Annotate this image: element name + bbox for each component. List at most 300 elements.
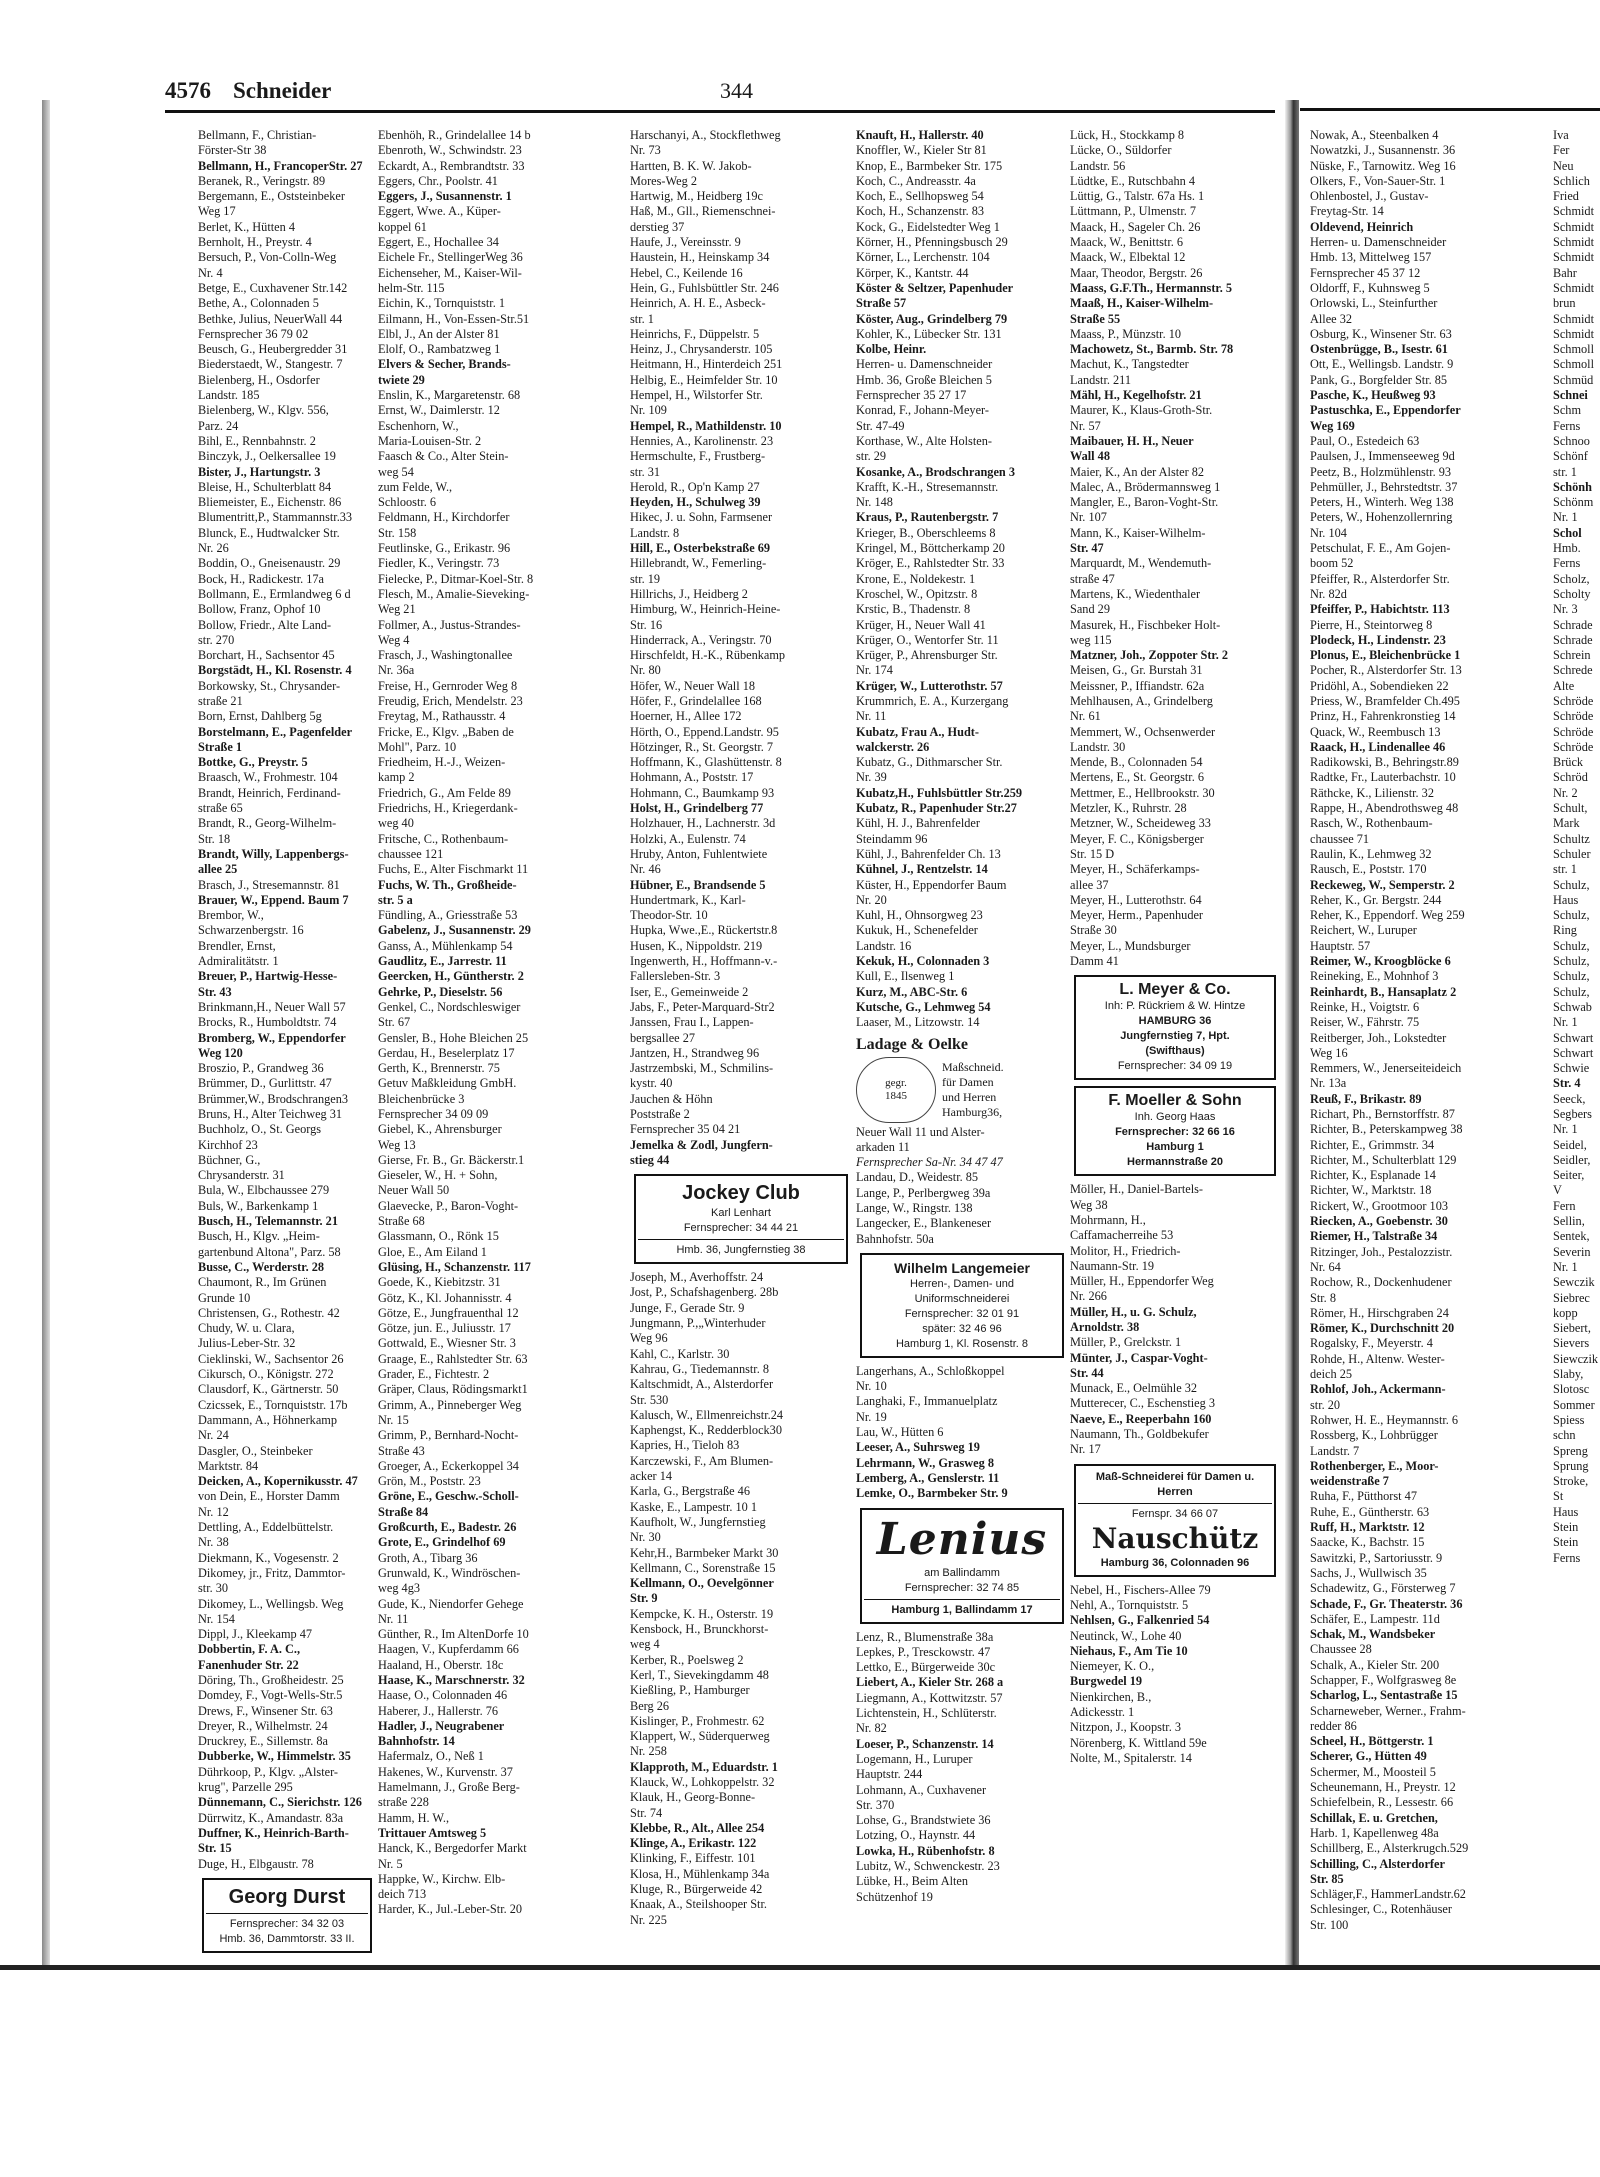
- directory-entry: Str. 15: [198, 1841, 232, 1856]
- lenius-logo: Lenius: [876, 1513, 1048, 1565]
- directory-entry: Landau, D., Weidestr. 85: [856, 1170, 979, 1185]
- directory-entry: Nr. 266: [1070, 1289, 1107, 1304]
- directory-entry: Hmb.: [1553, 541, 1581, 556]
- directory-entry: Rohlof, Joh., Ackermann-: [1310, 1382, 1446, 1397]
- directory-entry: Neu: [1553, 158, 1574, 173]
- directory-entry: Memmert, W., Ochsenwerder: [1070, 724, 1216, 739]
- directory-entry: Eckardt, A., Rembrandtstr. 33: [378, 158, 525, 173]
- directory-entry: Gierse, Fr. B., Gr. Bäckerstr.1: [378, 1152, 525, 1167]
- directory-entry: Schak, M., Wandsbeker: [1310, 1627, 1436, 1642]
- directory-entry: Lehrmann, W., Grasweg 8: [856, 1455, 995, 1470]
- directory-entry: Freudig, Erich, Mendelstr. 23: [378, 693, 523, 708]
- directory-entry: Munack, E., Oelmühle 32: [1070, 1381, 1198, 1396]
- directory-entry: Schulz,: [1553, 877, 1590, 892]
- directory-entry: Gloe, E., Am Eiland 1: [378, 1244, 487, 1259]
- ad-address: Jungfernstieg 7, Hpt.: [1120, 1030, 1230, 1043]
- directory-entry: Jemelka & Zodl, Jungfern-: [630, 1137, 773, 1152]
- directory-entry: Remmers, W., Jenerseiteideich: [1310, 1061, 1462, 1076]
- directory-entry: Körner, L., Lerchenstr. 104: [856, 250, 990, 265]
- directory-entry: Happke, W., Kirchw. Elb-: [378, 1871, 506, 1886]
- directory-entry: Hadler, J., Neugrabener: [378, 1718, 505, 1733]
- directory-entry: Köster & Seltzer, Papenhuder: [856, 280, 1014, 295]
- directory-entry: Krüger, H., Neuer Wall 41: [856, 617, 986, 632]
- ad-city: Hamburg 1: [1146, 1141, 1204, 1154]
- directory-entry: Kensbock, H., Brunckhorst-: [630, 1622, 769, 1637]
- directory-entry: Maria-Louisen-Str. 2: [378, 433, 482, 448]
- directory-entry: Damm 41: [1070, 954, 1119, 969]
- directory-entry: Ebenhöh, R., Grindelallee 14 b: [378, 128, 531, 142]
- directory-entry: Malec, A., Brödermannsweg 1: [1070, 479, 1221, 494]
- directory-entry: Seiter,: [1553, 1168, 1585, 1183]
- directory-entry: Brümmer,W., Brodschrangen3: [198, 1091, 348, 1106]
- directory-entry: Scholty: [1553, 586, 1591, 601]
- directory-entry: Schönf: [1553, 449, 1588, 464]
- directory-entry: Diekmann, K., Vogesenstr. 2: [198, 1550, 339, 1565]
- directory-entry: Dünnemann, C., Sierichstr. 126: [198, 1795, 362, 1810]
- directory-entry: Straße 1: [198, 739, 243, 754]
- directory-entry: Martens, K., Wiedenthaler: [1070, 586, 1201, 601]
- directory-entry: Logemann, H., Luruper: [856, 1751, 973, 1766]
- directory-entry: Brümmer, D., Gurlittstr. 47: [198, 1076, 332, 1091]
- directory-entry: Kaltschmidt, A., Alsterdorfer: [630, 1377, 774, 1392]
- directory-entry: Nr. 1: [1553, 510, 1578, 525]
- directory-entry: Hübner, E., Brandsende 5: [630, 877, 766, 892]
- directory-entry: Hinderrack, A., Veringstr. 70: [630, 632, 772, 647]
- directory-entry: Nr. 1: [1553, 1259, 1578, 1274]
- directory-entry: Friedrich, G., Am Felde 89: [378, 785, 511, 800]
- directory-entry: Schulz,: [1553, 954, 1590, 969]
- directory-entry: Pridöhl, A., Sobendieken 22: [1310, 678, 1449, 693]
- ad-name: L. Meyer & Co.: [1119, 981, 1231, 999]
- directory-entry: Brauer, W., Eppend. Baum 7: [198, 892, 349, 907]
- directory-entry: Knaak, A., Steilshooper Str.: [630, 1897, 767, 1912]
- directory-entry: Koch, H., Schanzenstr. 83: [856, 204, 985, 219]
- directory-entry: Lemberg, A., Genslerstr. 11: [856, 1470, 1000, 1485]
- directory-entry: Saacke, K., Bachstr. 15: [1310, 1535, 1425, 1550]
- directory-entry: Klinge, A., Erikastr. 122: [630, 1836, 757, 1851]
- directory-entry: Faasch & Co., Alter Stein-: [378, 449, 509, 464]
- directory-entry: Fricke, E., Klgv. „Baben de: [378, 724, 514, 739]
- directory-entry: Lübke, H., Beim Alten: [856, 1874, 969, 1889]
- directory-entry: Hermschulte, F., Frustberg-: [630, 449, 766, 464]
- ad-phone: Fernsprecher: 34 44 21: [683, 1222, 799, 1235]
- directory-entry: Rohde, H., Altenw. Wester-: [1310, 1351, 1445, 1366]
- directory-entry: chaussee 71: [1310, 831, 1370, 846]
- directory-entry: Richter, M., Schulterblatt 129: [1310, 1152, 1457, 1167]
- directory-entry: Straße 68: [378, 1214, 425, 1229]
- directory-entry: Hafermalz, O., Neß 1: [378, 1749, 484, 1764]
- directory-entry: Radtke, Fr., Lauterbachstr. 10: [1310, 770, 1456, 785]
- directory-entry: Iva: [1553, 128, 1569, 142]
- directory-entry: Götz, K., Kl. Johannisstr. 4: [378, 1290, 512, 1305]
- directory-entry: Steindamm 96: [856, 831, 928, 846]
- directory-entry: Hmb. 36, Große Bleichen 5: [856, 372, 992, 387]
- directory-entry: Wall 48: [1070, 449, 1110, 464]
- directory-entry: Hennies, A., Karolinenstr. 23: [630, 433, 774, 448]
- directory-entry: Döring, Th., Großheidestr. 25: [198, 1672, 344, 1687]
- directory-entry: Kosanke, A., Brodschrangen 3: [856, 464, 1015, 479]
- directory-entry: Hein, G., Fuhlsbüttler Str. 246: [630, 280, 779, 295]
- directory-entry: Lotzing, O., Haynstr. 44: [856, 1828, 976, 1843]
- directory-entry: Dammann, A., Höhnerkamp: [198, 1412, 337, 1427]
- directory-entry: Str. 74: [630, 1805, 663, 1820]
- directory-entry: Domdey, F., Vogt-Wells-Str.5: [198, 1688, 343, 1703]
- directory-entry: Lettko, E., Bürgerweide 30c: [856, 1660, 996, 1675]
- directory-entry: Orlowski, L., Steinfurther: [1310, 296, 1438, 311]
- directory-entry: Beranek, R., Veringstr. 89: [198, 173, 326, 188]
- ad-line: Neuer Wall 11 und Alster-: [856, 1124, 985, 1139]
- directory-entry: Drews, F., Winsener Str. 63: [198, 1703, 333, 1718]
- directory-entry: Hempel, R., Mathildenstr. 10: [630, 418, 782, 433]
- seal-year: 1845: [885, 1089, 907, 1102]
- directory-entry: Rasch, W., Rothenbaum-: [1310, 816, 1433, 831]
- directory-entry: Maass, P., Münzstr. 10: [1070, 326, 1182, 341]
- directory-entry: Langerhans, A., Schloßkoppel: [856, 1363, 1005, 1378]
- directory-entry: Ferns: [1553, 556, 1581, 571]
- directory-entry: Lepkes, P., Tresckowstr. 47: [856, 1644, 991, 1659]
- directory-entry: Glassmann, O., Rönk 15: [378, 1229, 499, 1244]
- directory-entry: Maier, K., An der Alster 82: [1070, 464, 1205, 479]
- directory-entry: Karczewski, F., Am Blumen-: [630, 1453, 774, 1468]
- directory-entry: Weg 16: [1310, 1045, 1348, 1060]
- directory-entry: Plonus, E., Bleichenbrücke 1: [1310, 648, 1461, 663]
- directory-entry: Weg 21: [378, 602, 416, 617]
- directory-entry: kamp 2: [378, 770, 415, 785]
- directory-entry: straße 228: [378, 1795, 429, 1810]
- directory-entry: Fuchs, W. Th., Großheide-: [378, 877, 517, 892]
- directory-entry: Burgwedel 19: [1070, 1674, 1143, 1689]
- directory-entry: Ruff, H., Marktstr. 12: [1310, 1520, 1425, 1535]
- directory-entry: chaussee 121: [378, 846, 444, 861]
- directory-entry: Nr. 104: [1310, 525, 1347, 540]
- directory-entry: Kolbe, Heinr.: [856, 342, 927, 357]
- directory-entry: Slotosc: [1553, 1382, 1590, 1397]
- directory-entry: Gerdau, H., Beselerplatz 17: [378, 1045, 515, 1060]
- directory-entry: Peters, H., Winterh. Weg 138: [1310, 495, 1454, 510]
- directory-entry: Mettmer, E., Hellbrookstr. 30: [1070, 785, 1215, 800]
- directory-entry: Eichin, K., Tornquiststr. 1: [378, 296, 506, 311]
- directory-entry: Borkowsky, St., Chrysander-: [198, 678, 341, 693]
- directory-entry: Str. 47: [1070, 541, 1104, 556]
- directory-entry: Schröd: [1553, 770, 1588, 785]
- directory-entry: Biederstaedt, W., Stangestr. 7: [198, 357, 343, 372]
- directory-entry: Landstr. 211: [1070, 372, 1132, 387]
- directory-entry: Parz. 24: [198, 418, 239, 433]
- directory-entry: Schwab: [1553, 999, 1592, 1014]
- directory-entry: Kellmann, C., Sorenstraße 15: [630, 1560, 776, 1575]
- directory-entry: Nr. 38: [198, 1535, 229, 1550]
- directory-entry: Reineking, E., Mohnhof 3: [1310, 969, 1439, 984]
- directory-entry: Haustein, H., Heinskamp 34: [630, 250, 770, 265]
- directory-entry: Kießling, P., Hamburger: [630, 1683, 750, 1698]
- directory-entry: schn: [1553, 1428, 1576, 1443]
- directory-entry: Grunwald, K., Windröschen-: [378, 1565, 521, 1580]
- directory-entry: Hötzinger, R., St. Georgstr. 7: [630, 739, 774, 754]
- directory-entry: Scheunemann, H., Preystr. 12: [1310, 1780, 1456, 1795]
- directory-entry: Grimm, P., Bernhard-Nocht-: [378, 1428, 519, 1443]
- directory-entry: Str. 85: [1310, 1871, 1344, 1886]
- directory-entry: Nehl, A., Tornquiststr. 5: [1070, 1597, 1189, 1612]
- directory-entry: Nr. 73: [630, 143, 661, 158]
- directory-entry: Reichert, W., Luruper: [1310, 923, 1417, 938]
- directory-entry: weg 4g3: [378, 1581, 421, 1596]
- page-header: [165, 78, 1285, 108]
- directory-entry: Schmüd: [1553, 372, 1594, 387]
- ad-divider: [1078, 1503, 1272, 1504]
- directory-entry: Janssen, Frau I., Lappen-: [630, 1015, 754, 1030]
- directory-entry: walckerstr. 26: [856, 739, 930, 754]
- directory-entry: Nr. 30: [630, 1530, 661, 1545]
- directory-entry: str. 19: [630, 571, 661, 586]
- directory-entry: Slaby,: [1553, 1367, 1584, 1382]
- directory-entry: Buchholz, O., St. Georgs: [198, 1122, 322, 1137]
- directory-entry: boom 52: [1310, 556, 1354, 571]
- directory-entry: Krstic, B., Thadenstr. 8: [856, 602, 971, 617]
- directory-entry: Jantzen, H., Strandweg 96: [630, 1045, 760, 1060]
- directory-entry: Theodor-Str. 10: [630, 908, 708, 923]
- directory-entry: Scharneweber, Werner., Frahm-: [1310, 1703, 1466, 1718]
- directory-entry: Schützenhof 19: [856, 1889, 933, 1904]
- directory-entry: Hmb. 13, Mittelweg 157: [1310, 250, 1432, 265]
- directory-entry: Kröger, E., Rahlstedter Str. 33: [856, 556, 1005, 571]
- directory-entry: Mohrmann, H.,: [1070, 1212, 1146, 1227]
- directory-entry: Ruha, F., Pütthorst 47: [1310, 1489, 1417, 1504]
- directory-entry: str. 29: [856, 449, 887, 464]
- directory-entry: Riemer, H., Talstraße 34: [1310, 1229, 1438, 1244]
- page-edge-left: [42, 100, 50, 1968]
- directory-entry: Born, Ernst, Dahlberg 5g: [198, 709, 322, 724]
- directory-entry: bergsallee 27: [630, 1030, 695, 1045]
- directory-entry: Knop, E., Barmbeker Str. 175: [856, 158, 1003, 173]
- directory-entry: Liegmann, A., Kottwitzstr. 57: [856, 1690, 1003, 1705]
- directory-entry: Harder, K., Jul.-Leber-Str. 20: [378, 1902, 523, 1917]
- directory-entry: Str. 8: [1310, 1290, 1336, 1305]
- directory-entry: Schönh: [1553, 479, 1592, 494]
- directory-entry: Naumann-Str. 19: [1070, 1258, 1155, 1273]
- directory-entry: Weg 120: [198, 1045, 243, 1060]
- directory-entry: Nr. 258: [630, 1744, 667, 1759]
- directory-entry: Bollmann, E., Ermlandweg 6 d: [198, 586, 351, 601]
- directory-entry: Gräper, Claus, Rödingsmarkt1: [378, 1382, 528, 1397]
- directory-entry: Kukuk, H., Schenefelder: [856, 923, 978, 938]
- directory-entry: Busch, H., Klgv. „Heim-: [198, 1229, 320, 1244]
- directory-entry: Geercken, H., Güntherstr. 2: [378, 969, 524, 984]
- directory-entry: Arnoldstr. 38: [1070, 1320, 1140, 1334]
- directory-entry: Fried: [1553, 189, 1579, 204]
- directory-entry: Gehrke, P., Dieselstr. 56: [378, 984, 503, 999]
- directory-entry: Straße 30: [1070, 923, 1117, 938]
- directory-entry: Krone, E., Noldekestr. 1: [856, 571, 976, 586]
- directory-entry: Beusch, G., Heubergredder 31: [198, 342, 348, 357]
- directory-entry: Eggert, E., Hochallee 34: [378, 235, 499, 250]
- directory-entry: Dippl, J., Kleekamp 47: [198, 1627, 313, 1642]
- directory-entry: Scholz,: [1553, 571, 1590, 586]
- directory-entry: Lenz, R., Blumenstraße 38a: [856, 1629, 994, 1644]
- directory-entry: Eggers, Chr., Poolstr. 41: [378, 173, 498, 188]
- directory-entry: Str. 67: [378, 1015, 411, 1030]
- directory-entry: Spreng: [1553, 1443, 1588, 1458]
- directory-entry: Heyden, H., Schulweg 39: [630, 495, 761, 510]
- directory-entry: Kühnel, J., Rentzelstr. 14: [856, 862, 988, 877]
- ad-name: Wilhelm Langemeier: [893, 1259, 1031, 1276]
- directory-entry: Oldorff, F., Kuhnsweg 5: [1310, 280, 1430, 295]
- directory-entry: Kempcke, K. H., Osterstr. 19: [630, 1606, 774, 1621]
- directory-entry: Bliemeister, E., Eichenstr. 86: [198, 495, 342, 510]
- directory-entry: Schadewitz, G., Försterweg 7: [1310, 1581, 1456, 1596]
- directory-entry: Str. 9: [630, 1591, 658, 1606]
- directory-entry: Gabelenz, J., Susannenstr. 29: [378, 923, 531, 938]
- directory-entry: Kühl, J., Bahrenfelder Ch. 13: [856, 846, 1001, 861]
- directory-entry: twiete 29: [378, 372, 425, 387]
- directory-entry: Müller, H., Eppendorfer Weg: [1070, 1274, 1214, 1289]
- directory-entry: Sievers: [1553, 1336, 1590, 1351]
- directory-entry: Nr. 12: [198, 1504, 229, 1519]
- directory-entry: Klapproth, M., Eduardstr. 1: [630, 1759, 778, 1774]
- directory-entry: Weg 13: [378, 1137, 416, 1152]
- directory-entry: Landstr. 8: [630, 525, 680, 540]
- directory-entry: Mutterecer, C., Eschenstieg 3: [1070, 1396, 1215, 1411]
- ad-phone: Fernsprecher: 34 32 03: [229, 1917, 345, 1930]
- directory-entry: Gieseler, W., H. + Sohn,: [378, 1168, 498, 1183]
- directory-entry: Kohler, K., Lübecker Str. 131: [856, 326, 1002, 341]
- directory-entry: Adickesstr. 1: [1070, 1705, 1135, 1720]
- directory-entry: Follmer, A., Justus-Strandes-: [378, 617, 521, 632]
- directory-entry: Lück, H., Stockkamp 8: [1070, 128, 1185, 142]
- directory-entry: Reher, K., Eppendorf. Weg 259: [1310, 908, 1465, 923]
- directory-entry: Bersuch, P., Von-Colln-Weg: [198, 250, 337, 265]
- directory-entry: Olkers, F., Von-Sauer-Str. 1: [1310, 173, 1446, 188]
- directory-entry: Harschanyi, A., Stockflethweg: [630, 128, 781, 142]
- directory-entry: Braasch, W., Frohmestr. 104: [198, 770, 338, 785]
- directory-entry: Fernsprecher 34 09 09: [378, 1107, 489, 1121]
- directory-entry: Richter, B., Peterskampweg 38: [1310, 1122, 1463, 1137]
- directory-entry: Meyer, L., Mundsburger: [1070, 938, 1191, 953]
- directory-entry: Buls, W., Barkenkamp 1: [198, 1198, 319, 1213]
- directory-entry: Fuchs, E., Alter Fischmarkt 11: [378, 862, 529, 877]
- ad-line: und Herren: [942, 1089, 997, 1104]
- directory-entry: Schwie: [1553, 1061, 1590, 1076]
- directory-entry: Kock, G., Eidelstedter Weg 1: [856, 219, 1000, 234]
- directory-entry: Nr. 46: [630, 862, 661, 877]
- directory-entry: Bahr: [1553, 265, 1577, 280]
- directory-entry: Schröde: [1553, 709, 1594, 724]
- directory-entry: Schönm: [1553, 495, 1594, 510]
- directory-entry: Pehmüller, J., Behrstedtstr. 37: [1310, 479, 1458, 494]
- directory-entry: Lohmann, A., Cuxhavener: [856, 1782, 987, 1797]
- directory-entry: Sand 29: [1070, 602, 1110, 617]
- directory-entry: Glaevecke, P., Baron-Voght-: [378, 1198, 519, 1213]
- directory-entry: Str. 370: [856, 1797, 895, 1812]
- directory-entry: Paul, O., Estedeich 63: [1310, 433, 1420, 448]
- directory-entry: str. 270: [198, 632, 235, 647]
- directory-entry: Grote, E., Grindelhof 69: [378, 1535, 506, 1550]
- directory-entry: Jastrzembski, M., Schmilins-: [630, 1061, 774, 1076]
- directory-entry: Meissner, P., Iffiandstr. 62a: [1070, 678, 1205, 693]
- directory-entry: Hupka, Wwe.,E., Rückertstr.8: [630, 923, 778, 938]
- directory-entry: Duffner, K., Heinrich-Barth-: [198, 1825, 349, 1840]
- column-7-cut-off: [1553, 128, 1600, 1566]
- directory-entry: Schröde: [1553, 693, 1594, 708]
- directory-entry: Hamelmann, J., Große Berg-: [378, 1780, 520, 1795]
- directory-entry: Hoffmann, K., Glashüttenstr. 8: [630, 755, 782, 770]
- directory-entry: Hillebrandt, W., Femerling-: [630, 556, 767, 571]
- directory-entry: straße 21: [198, 693, 243, 708]
- directory-entry: Brück: [1553, 755, 1584, 770]
- directory-entry: Joseph, M., Averhoffstr. 24: [630, 1270, 764, 1285]
- directory-entry: Haagen, V., Kupferdamm 66: [378, 1642, 519, 1657]
- directory-entry: Freytag, M., Rathausstr. 4: [378, 709, 506, 724]
- directory-entry: Str. 47-49: [856, 418, 905, 433]
- directory-entry: Metzner, W., Scheideweg 33: [1070, 816, 1211, 831]
- directory-entry: Fernsprecher 35 04 21: [630, 1122, 741, 1137]
- directory-entry: Brendler, Ernst,: [198, 938, 276, 953]
- directory-entry: Jungmann, P.,„Winterhuder: [630, 1316, 766, 1331]
- directory-entry: Nr. 15: [378, 1412, 409, 1427]
- directory-entry: Berlet, K., Hütten 4: [198, 219, 295, 234]
- directory-entry: Krüger, P., Ahrensburger Str.: [856, 648, 998, 663]
- directory-entry: Nr. 80: [630, 663, 661, 678]
- directory-entry: Bollow, Friedr., Alte Land-: [198, 617, 332, 632]
- directory-entry: Breuer, P., Hartwig-Hesse-: [198, 969, 338, 984]
- directory-entry: Flesch, M., Amalie-Sieveking-: [378, 586, 530, 601]
- directory-entry: Schwart: [1553, 1030, 1594, 1045]
- directory-entry: helm-Str. 115: [378, 280, 445, 295]
- directory-entry: Schm: [1553, 403, 1582, 418]
- directory-entry: Rohwer, H. E., Heymannstr. 6: [1310, 1412, 1459, 1427]
- ad-address: Hermannstraße 20: [1127, 1156, 1223, 1169]
- directory-entry: Lüttmann, P., Ulmenstr. 7: [1070, 204, 1197, 219]
- ad-sub: am Ballindamm: [924, 1566, 1000, 1579]
- directory-entry: Bethke, Julius, NeuerWall 44: [198, 311, 343, 326]
- directory-entry: Heinrichs, F., Düppelstr. 5: [630, 326, 760, 341]
- directory-entry: Räthcke, K., Lilienstr. 32: [1310, 785, 1434, 800]
- directory-entry: Peters, W., Hohenzollernring: [1310, 510, 1453, 525]
- directory-entry: Langhaki, F., Immanuelplatz: [856, 1394, 998, 1409]
- directory-entry: Nr. 24: [198, 1428, 229, 1443]
- directory-entry: Schäfer, E., Lampestr. 11d: [1310, 1611, 1440, 1626]
- directory-entry: Druckrey, E., Sillemstr. 8a: [198, 1734, 328, 1749]
- directory-entry: Heinrich, A. H. E., Asbeck-: [630, 296, 766, 311]
- directory-entry: Bleichenbrücke 3: [378, 1091, 465, 1106]
- directory-entry: Schmidt: [1553, 280, 1594, 295]
- directory-entry: Herold, R., Op'n Kamp 27: [630, 479, 760, 494]
- directory-entry: Jost, P., Schafshagenberg. 28b: [630, 1285, 779, 1300]
- directory-entry: Rossberg, K., Lohbrügger: [1310, 1428, 1438, 1443]
- directory-entry: Sentek,: [1553, 1229, 1590, 1244]
- directory-entry: Sprung: [1553, 1458, 1589, 1473]
- directory-entry: Mangler, E., Baron-Voght-Str.: [1070, 495, 1219, 510]
- directory-entry: Lange, P., Perlbergweg 39a: [856, 1185, 991, 1200]
- seal-text: gegr.: [885, 1076, 907, 1089]
- directory-entry: Kuhl, H., Ohnsorgweg 23: [856, 908, 983, 923]
- directory-entry: Gottwald, E., Wiesner Str. 3: [378, 1336, 516, 1351]
- directory-entry: V: [1553, 1183, 1562, 1198]
- directory-entry: Borstelmann, E., Pagenfelder: [198, 724, 353, 739]
- ad-address: Hamburg 1, Ballindamm 17: [891, 1603, 1033, 1616]
- ad-city: HAMBURG 36: [1138, 1015, 1212, 1028]
- wreath-seal-icon: [856, 1057, 936, 1123]
- directory-entry: Chaussee 28: [1310, 1642, 1372, 1657]
- directory-entry: Schrade: [1553, 617, 1593, 632]
- directory-entry: Schröde: [1553, 739, 1594, 754]
- directory-entry: Schloostr. 6: [378, 495, 437, 510]
- directory-entry: Ebenroth, W., Schwindstr. 23: [378, 143, 522, 158]
- directory-entry: Klauk, H., Georg-Bonne-: [630, 1790, 756, 1805]
- directory-entry: Fielecke, P., Ditmar-Koel-Str. 8: [378, 571, 534, 586]
- directory-entry: weg 54: [378, 464, 414, 479]
- directory-entry: Körner, H., Pfenningsbusch 29: [856, 235, 1008, 250]
- directory-entry: Nr. 148: [856, 495, 893, 510]
